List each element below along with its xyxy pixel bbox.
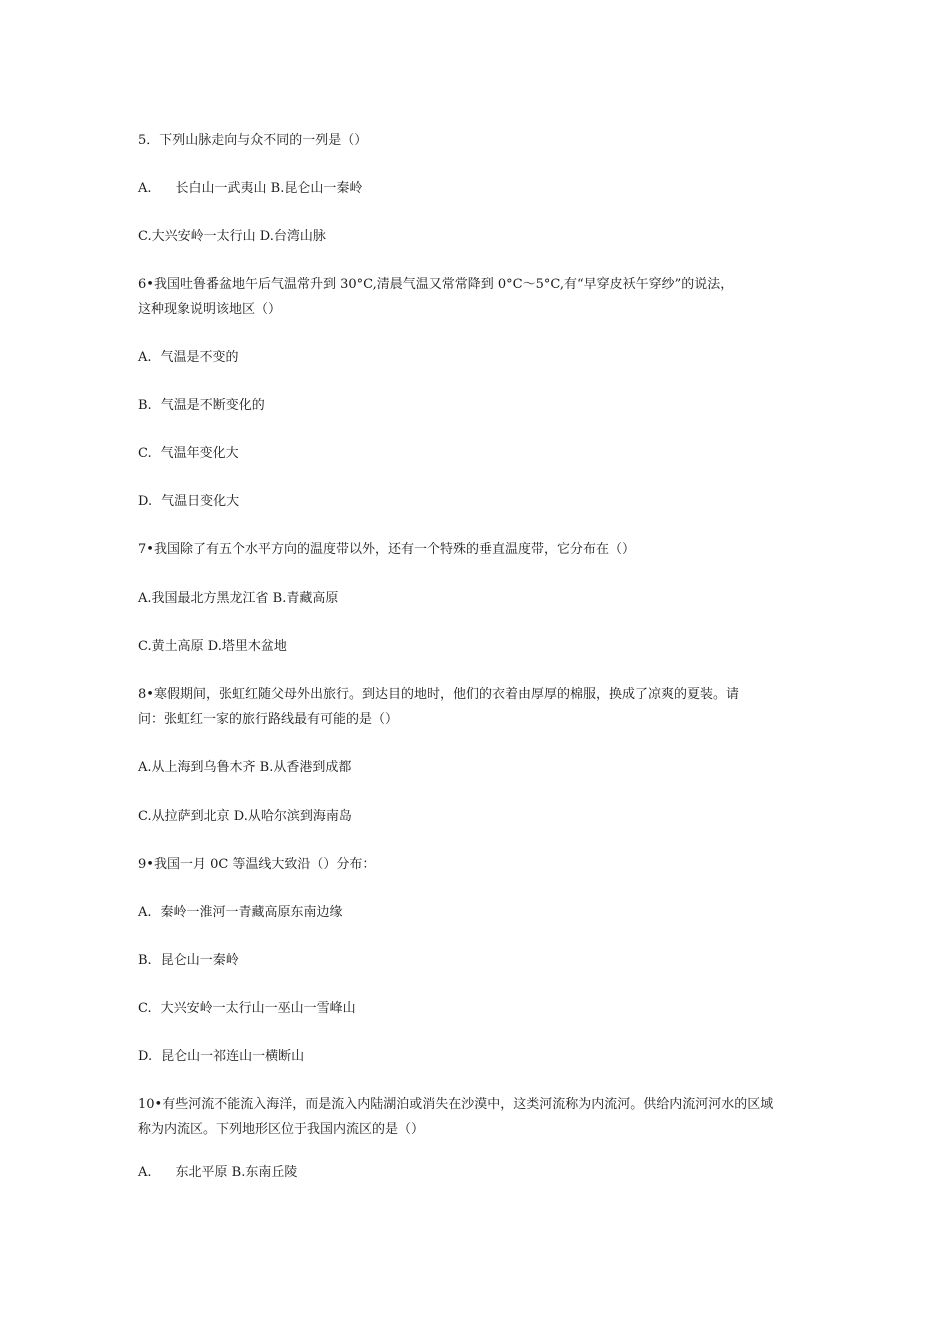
option-letter: D. bbox=[138, 1049, 153, 1064]
question-9-option-b bbox=[138, 953, 239, 969]
question-9-option-a bbox=[138, 905, 343, 921]
option-letter: A. bbox=[138, 350, 152, 365]
question-6-option-a bbox=[138, 350, 239, 366]
question-8-stem: 问：张虹红一家的旅行路线最有可能的是（） bbox=[138, 712, 399, 727]
question-6-stem: 这种现象说明该地区（） bbox=[138, 302, 282, 317]
option-text: 气温是不断变化的 bbox=[160, 398, 265, 413]
question-7-option-line: A.我国最北方黑龙江省 B.青藏高原 bbox=[138, 591, 339, 606]
option-letter: A. bbox=[138, 905, 152, 920]
option-letter: C. bbox=[138, 1001, 152, 1016]
option-text: 气温是不变的 bbox=[160, 350, 239, 365]
question-6-option-c bbox=[138, 446, 239, 462]
question-9-option-c bbox=[138, 1001, 356, 1017]
option-text: 东北平原 B.东南丘陵 bbox=[175, 1165, 298, 1180]
question-6-stem: 6•我国吐鲁番盆地午后气温常升到 30°C,清晨气温又常常降到 0°C～5°C,有“早穿皮袄午穿纱”的说法， bbox=[138, 277, 734, 292]
question-10-option-line bbox=[138, 1165, 297, 1181]
question-9-option-d bbox=[138, 1049, 304, 1065]
question-7-stem: 7•我国除了有五个水平方向的温度带以外，还有一个特殊的垂直温度带，它分布在（） bbox=[138, 542, 635, 557]
question-9-stem: 9•我国一月 0C 等温线大致沿（）分布： bbox=[138, 857, 376, 872]
option-text: 大兴安岭一太行山一巫山一雪峰山 bbox=[160, 1001, 356, 1016]
option-text: 昆仑山一秦岭 bbox=[160, 953, 239, 968]
question-8-stem: 8•寒假期间，张虹红随父母外出旅行。到达目的地时，他们的衣着由厚厚的棉服，换成了凉爽的夏装。请 bbox=[138, 687, 739, 702]
question-5-option-line: C.大兴安岭一太行山 D.台湾山脉 bbox=[138, 229, 326, 244]
option-letter: C. bbox=[138, 446, 152, 461]
question-8-option-line: C.从拉萨到北京 D.从哈尔滨到海南岛 bbox=[138, 809, 352, 824]
option-text: 气温年变化大 bbox=[160, 446, 239, 461]
option-text: 昆仑山一祁连山一横断山 bbox=[161, 1049, 305, 1064]
question-6-option-d bbox=[138, 494, 239, 510]
question-5-stem: 5．下列山脉走向与众不同的一列是（） bbox=[138, 133, 368, 148]
question-8-option-line: A.从上海到乌鲁木齐 B.从香港到成都 bbox=[138, 760, 352, 775]
question-10-stem: 称为内流区。下列地形区位于我国内流区的是（） bbox=[138, 1122, 425, 1137]
question-5-option-line bbox=[138, 181, 362, 197]
question-10-stem: 10•有些河流不能流入海洋，而是流入内陆湖泊或消失在沙漠中，这类河流称为内流河。供给内流河河水的区域 bbox=[138, 1097, 774, 1112]
question-7-option-line: C.黄土高原 D.塔里木盆地 bbox=[138, 639, 287, 654]
option-letter: A. bbox=[138, 1165, 152, 1180]
option-letter: B. bbox=[138, 398, 152, 413]
option-letter: B. bbox=[138, 953, 152, 968]
option-letter: A. bbox=[138, 181, 152, 196]
option-letter: D. bbox=[138, 494, 153, 509]
option-text: 秦岭一淮河一青藏高原东南边缘 bbox=[160, 905, 343, 920]
question-6-option-b bbox=[138, 398, 265, 414]
option-text: 长白山一武夷山 B.昆仑山一秦岭 bbox=[175, 181, 363, 196]
option-text: 气温日变化大 bbox=[161, 494, 240, 509]
